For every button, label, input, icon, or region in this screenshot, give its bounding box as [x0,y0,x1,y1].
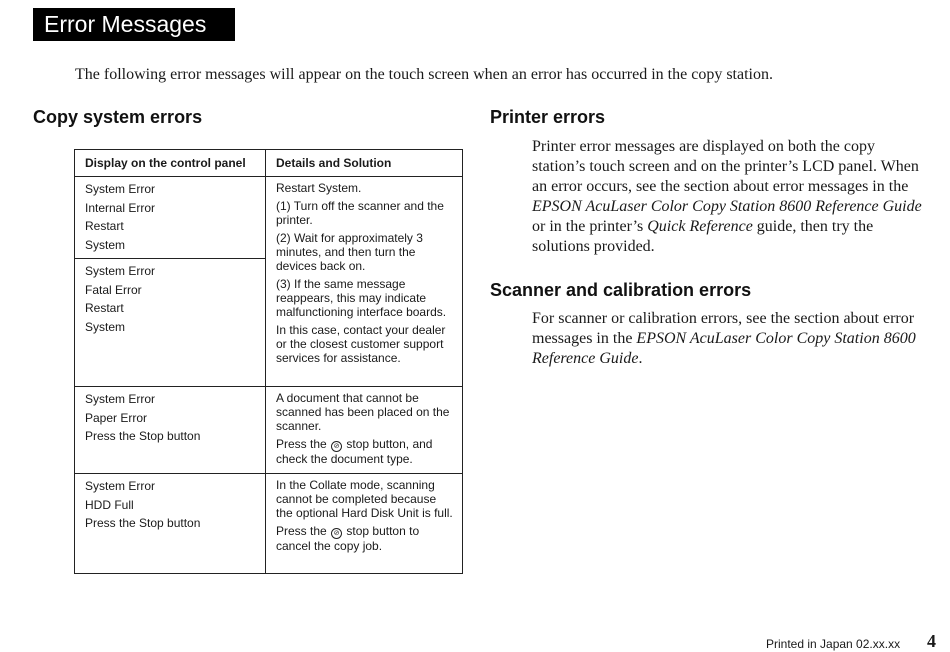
scanner-text-part: For scanner or calibration errors, see the section about error messages in the [532,310,915,347]
display-line: HDD Full [85,497,134,512]
display-line: Paper Error [85,410,148,425]
reference-guide-title: EPSON AcuLaser Color Copy Station 8600 Reference Guide [532,198,922,215]
details-cell [266,474,463,574]
table-row [75,177,463,259]
printer-text-part: guide, then try the solutions provided. [532,218,874,255]
details-text: (2) Wait for approximately 3 minutes, and then turn the devices back on. [276,231,423,273]
display-line: Internal Error [85,200,156,215]
details-text [276,524,454,553]
details-cell [266,177,463,387]
details-text: In this case, contact your dealer or the closest customer support services for assistance. [276,323,446,365]
scanner-text-part: . [638,350,643,367]
details-text-post: stop button, and check the document type. [276,437,433,466]
printer-text-part: or in the printer’s [532,218,648,235]
page-number: 4 [927,631,936,651]
table-header: Details and Solution [266,150,463,177]
display-line: Fatal Error [85,282,142,297]
display-line: System Error [85,392,156,406]
table-header: Display on the control panel [75,150,266,177]
display-line: System Error [85,479,156,493]
display-cell [75,259,266,387]
display-line: Restart [85,301,124,315]
printer-errors-heading: Printer errors [490,107,606,127]
display-line: System [85,237,126,252]
copy-system-heading: Copy system errors [33,107,203,127]
display-cell [75,177,266,259]
printer-errors-text [532,137,922,257]
scanner-errors-heading: Scanner and calibration errors [490,280,752,300]
page-title: Error Messages [33,8,235,41]
details-text: (3) If the same message reappears, this may indicate malfunctioning interface boards. [276,277,447,319]
scanner-errors-text [532,309,922,369]
display-line: System Error [85,264,156,278]
details-cell [266,387,463,474]
details-text-pre: Press the [276,437,327,451]
details-text-pre: Press the [276,524,327,538]
details-text [276,437,454,466]
reference-guide-title: EPSON AcuLaser Color Copy Station 8600 Reference Guide [532,330,916,367]
display-line: Press the Stop button [85,429,201,443]
stop-button-icon: ⊘ [331,441,342,452]
printer-text-part: Printer error messages are displayed on both the copy station’s touch screen and on the printer’s LCD panel. When an error occurs, see the section about error messages in the [532,138,919,195]
details-text: In the Collate mode, scanning cannot be completed because the optional Hard Disk Unit is full. [276,478,453,520]
copy-errors-table [74,149,463,574]
display-line: Restart [85,219,124,233]
display-line: System Error [85,182,156,196]
printed-in-footer: Printed in Japan 02.xx.xx [766,637,901,651]
details-text: Restart System. [276,181,362,195]
display-cell [75,387,266,474]
intro-text: The following error messages will appear on the touch screen when an error has occurred in the copy station. [75,66,773,83]
display-line: Press the Stop button [85,516,201,530]
display-line: System [85,319,126,334]
details-text-post: stop button to cancel the copy job. [276,524,420,553]
quick-reference-title: Quick Reference [647,218,753,235]
table-row [75,387,463,474]
stop-button-icon: ⊘ [331,528,342,539]
details-text: A document that cannot be scanned has been placed on the scanner. [276,391,450,433]
table-row [75,474,463,574]
details-text: (1) Turn off the scanner and the printer. [276,199,444,227]
table-header-row [75,150,463,177]
display-cell [75,474,266,574]
